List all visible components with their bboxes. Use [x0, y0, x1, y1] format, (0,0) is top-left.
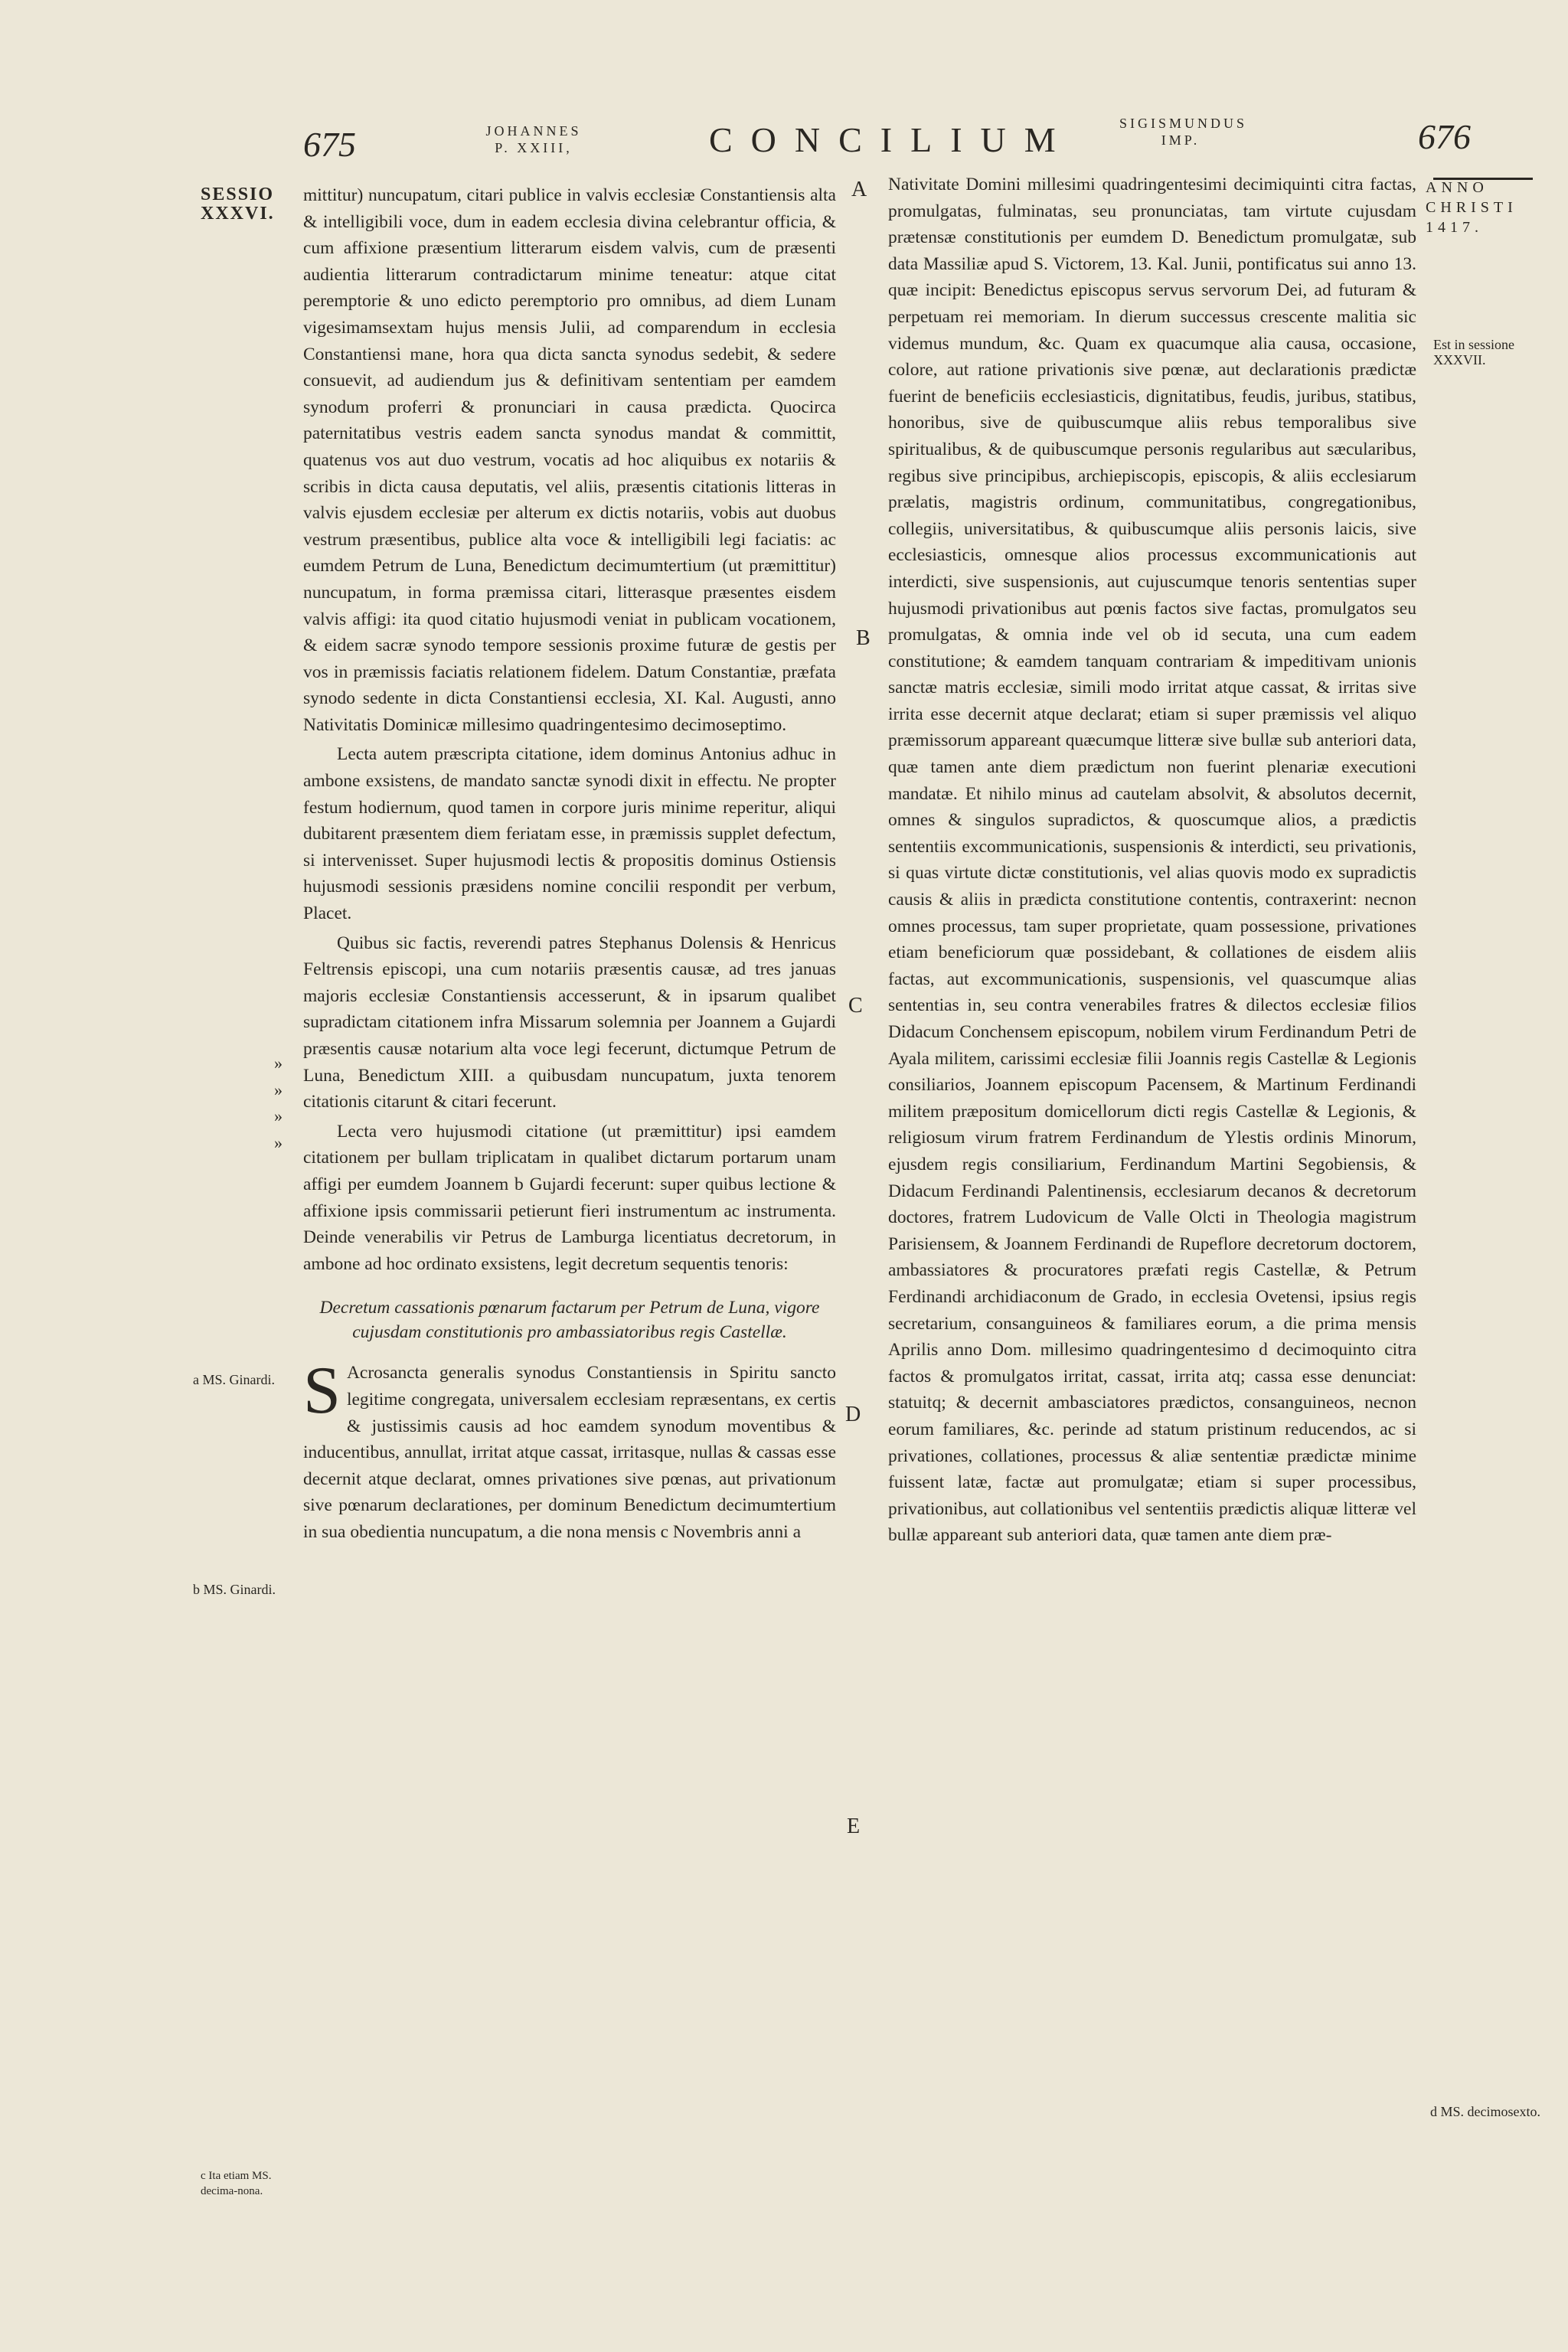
paragraph: Quibus sic factis, reverendi patres Stephanus Dolensis & Henricus Feltrensis episcopi, una cum notariis præsentis causæ, ad tres januas majoris ecclesiæ Constantiensis accesserunt, & in ipsarum qualibet supradictam citationem infra Missarum solemnia per Joannem a Gujardi præsentis causæ notarium alta voce legi fecerunt, dictumque Petrum de Luna, Benedictum XIII. a quibusdam nuncupatum, juxta tenorem citationis citarunt & citari fecerunt. [303, 933, 836, 1112]
margin-est-in-sessione: Est in sessione XXXVII. [1433, 337, 1514, 368]
paragraph: Nativitate Domini millesimi quadringentesimi decimiquinti citra factas, promulgatas, fulminatas, seu pronunciatas, tam virtute cujusdam prætensæ constitutionis per eumdem D. Benedictum promulgatæ, sub data Massiliæ apud S. Victorem, 13. Kal. Junii, pontificatus sui anno 13. quæ incipit: Benedictus episcopus servus servorum Dei, ad futuram & perpetuam rei memoriam. In dierum successus crescente malitia sic videmus mundum, &c. Quam ex quacumque alia causa, occasione, colore, aut ratione privationis sive pœnæ, aut declarationis prædictæ fuerint de beneficiis ecclesiasticis, dignitatibus, feudis, juribus, statibus, honoribus, sive de quibuscumque aliis rebus temporalibus sive spiritualibus, & de quibuscumque personis regularibus aut sæcularibus, regibus sive principibus, archiepiscopis, episcopis, & aliis ecclesiarum prælatis, magistris ordinum, communitatibus, congregationibus, collegiis, universitatibus, & quibuscumque aliis personis laicis, sive ecclesiasticis, omnesque alios processus excommunicationis aut interdicti, sive suspensionis, aut cujuscumque tenoris sententias super hujusmodi privationibus aut pœnis factos sive factas, promulgatos seu promulgatas, & omnia inde vel ob id secuta, una cum eadem constitutione; & eamdem tanquam contrariam & impeditivam unionis sanctæ matris ecclesiæ, simili modo irritat atque cassat, & irritas sive irrita esse decernit atque declarat; etiam si super præmissis vel aliquo præmissorum appareant quæcumque litteræ sive bullæ sub anteriori data, quæ tamen ante diem prædictum non fuerint plenariæ executioni mandatæ. Et nihilo minus ad cautelam absolvit, & absolutos decernit, omnes & singulos supradictos, & quoscumque alios, a prædictis sententiis excommunicationis, suspensionis & interdicti, seu privationis, si quas virtute dictæ constitutionis, vel alias quovis modo ex supradictis causis & aliis in prædicta constitutione contentis, contraxerint: necnon omnes processus, tam super proprietate, quam possessione, privationes etiam beneficiorum quæ possidebant, & collationes de eisdem aliis factas, aut excommunicationis, suspensionis, vel quascumque alias sententias in, seu contra venerabiles fratres & dilectos ecclesiæ filios Didacum Conchensem episcopum, nobilem virum Ferdinandum Petri de Ayala militem, carissimi ecclesiæ filii Joannis regis Castellæ & Legionis consiliarios, Joannem episcopum Pacensem, & Martinum Ferdinandi militem præpositum domicellorum dicti regis Castellæ & Legionis, & religiosum virum fratrem Ferdinandum de Ylestis ordinis Minorum, ejusdem regis consiliarium, Ferdinandum Martini Segobiensis, & Didacum Ferdinandi Palentinensis, ecclesiarum decanos & decretorum doctores, fratrem Ludovicum de Valle Olcti in Theologia magistrum Parisiensem, & Joannem Ferdinandi de Rupeflore decretorum doctorem, ambassiatores & procuratores præfati regis Castellæ, & Petrum Ferdinandi archidiaconum de Grado, in ecclesia Ovetensi, ipsius regis secretarium, consanguineos & familiares eorum, a die prima mensis Aprilis anno Dom. millesimo quadringentesimo d decimoquinto citra factos & promulgatos irritat, cassat, irrita atq; cassa esse denunciat: statuitq; & decernit ambasciatores prædictos, consanguineos, necnon eorum familiares, &c. perinde ad statum pristinum reducendos, ac si privationes, collationes, processus & aliæ sententiæ prædictæ minime fuissent latæ, factæ aut promulgatæ; etiam si super processibus, privationibus, aut collationibus vel sententiis prædictis aliquæ litteræ vel bullæ appareant sub anteriori data, quæ tamen ante diem præ- [888, 175, 1416, 1546]
drop-cap: S [303, 1354, 341, 1429]
running-head-right: SIGISMUNDUS IMP. [1119, 116, 1248, 148]
margin-note-b: b MS. Ginardi. [193, 1582, 276, 1597]
page-number-left: 675 [303, 125, 356, 164]
paragraph: mittitur) nuncupatum, citari publice in valvis ecclesiæ Constantiensis alta & intelligibili voce, dum in eadem ecclesia divina celebrantur officia, & cum affixione præsentium litterarum eisdem valvis, cum de præsenti audientia litterarum contradictarum minime teneatur: atque citat peremptorie & uno edicto peremptorio pro omnibus, ad diem Lunam vigesimamsextam hujus mensis Julii, ad comparendum in ecclesia Constantiensi mane, hora qua dicta sancta synodus sedebit, & sedere consuevit, ad audiendum jus & definitivam sententiam per eamdem synodum proferri & pronunciari in causa prædicta. Quocirca paternitatibus vestris eadem sancta synodus mandat & committit, quatenus vos aut duo vestrum, vocatis ad hoc aliquibus ex notariis & scribis in dicta causa deputatis, vel aliis, præsentis citationis litteras in valvis ejusdem ecclesiæ per alterum ex dictis notariis, vobis aut duobus vestrum præsentibus, publice alta voce & intelligibili legi faciatis: ac eumdem Petrum de Luna, Benedictum decimumtertium (ut præmittitur) nuncupatum, in forma præmissa citari, litterasque præsentes eisdem valvis affigi: ita quod citatio hujusmodi veniat in publicam vocationem, & eidem sacræ synodo tempore sessionis proxime futuræ de gestis per vos in præmissis faciatis relationem fidelem. Datum Constantiæ, præfata synodo sedente in dicta Constantiensi ecclesia, XI. Kal. Augusti, anno Nativitatis Dominicæ millesimo quadringentesimo decimoseptimo. [303, 185, 836, 735]
margin-note-c: c Ita etiam MS. decima-nona. [201, 2170, 272, 2197]
margin-sessio: SESSIO XXXVI. [201, 185, 275, 224]
margin-note-d: d MS. decimosexto. [1430, 2104, 1540, 2119]
margin-note-a: a MS. Ginardi. [193, 1372, 275, 1387]
section-letter-d: D [845, 1403, 861, 1426]
right-column [888, 172, 1416, 1552]
running-head-left: JOHANNES P. XXIII, [485, 123, 582, 155]
paragraph: Lecta vero hujusmodi citatione (ut præmittitur) ipsi eamdem citationem per bullam triplicatam in qualibet dictarum portarum unam affigi per eumdem Joannem b Gujardi fecerunt: super quibus lectione & affixione ipsis commissarii petierunt fieri instrumentum ac instrumenta. Deinde venerabilis vir Petrus de Lamburga licentiatus decretorum, in ambone ad hoc ordinato exsistens, legit decretum sequentis tenoris: [303, 1121, 836, 1274]
quote-mark: » [274, 1133, 283, 1152]
page-header [0, 115, 1568, 176]
quote-mark: » [274, 1106, 283, 1125]
section-letter-b: B [856, 626, 871, 650]
margin-anno-christi: ANNO CHRISTI 1417. [1426, 179, 1517, 236]
decree-heading: Decretum cassationis pœnarum factarum per Petrum de Luna, vigore cujusdam constitutionis pro ambassiatoribus regis Castellæ. [319, 1298, 820, 1343]
paragraph: Lecta autem præscripta citatione, idem dominus Antonius adhuc in ambone exsistens, de mandato sanctæ synodi dixit in effectu. Ne propter festum hodiernum, quod tamen in corpore juris minime reperitur, aliqui dubitarent præsentem diem feriatam esse, in præmissis supplet defectum, si intervenisset. Super hujusmodi lectis & propositis dominus Ostiensis hujusmodi sessionis præsidens nomine concilii respondit per verbum, Placet. [303, 744, 836, 924]
quote-mark: » [274, 1080, 283, 1099]
page-title: CONCILIUM [709, 120, 1074, 159]
page-number-right: 676 [1418, 117, 1471, 156]
decree-paragraph [303, 1354, 836, 1545]
section-letter-c: C [848, 994, 863, 1018]
left-column [303, 182, 836, 1549]
quote-mark: » [274, 1054, 283, 1073]
section-letter-e: E [847, 1815, 861, 1838]
section-letter-a: A [851, 178, 867, 201]
decree-text: Acrosancta generalis synodus Constantiensis in Spiritu sancto legitime congregata, universalem ecclesiam repræsentans, ex certis & justissimis causis ad hoc eamdem synodum moventibus & inducentibus, annullat, irritat atque cassat, irritasque, nullas & cassas esse decernit atque declarat, omnes privationes sive pœnas, aut privationum sive pœnarum declarationes, per dominum Benedictum decimumtertium in sua obedientia nuncupatum, a die nona mensis c Novembris anni a [303, 1363, 836, 1542]
